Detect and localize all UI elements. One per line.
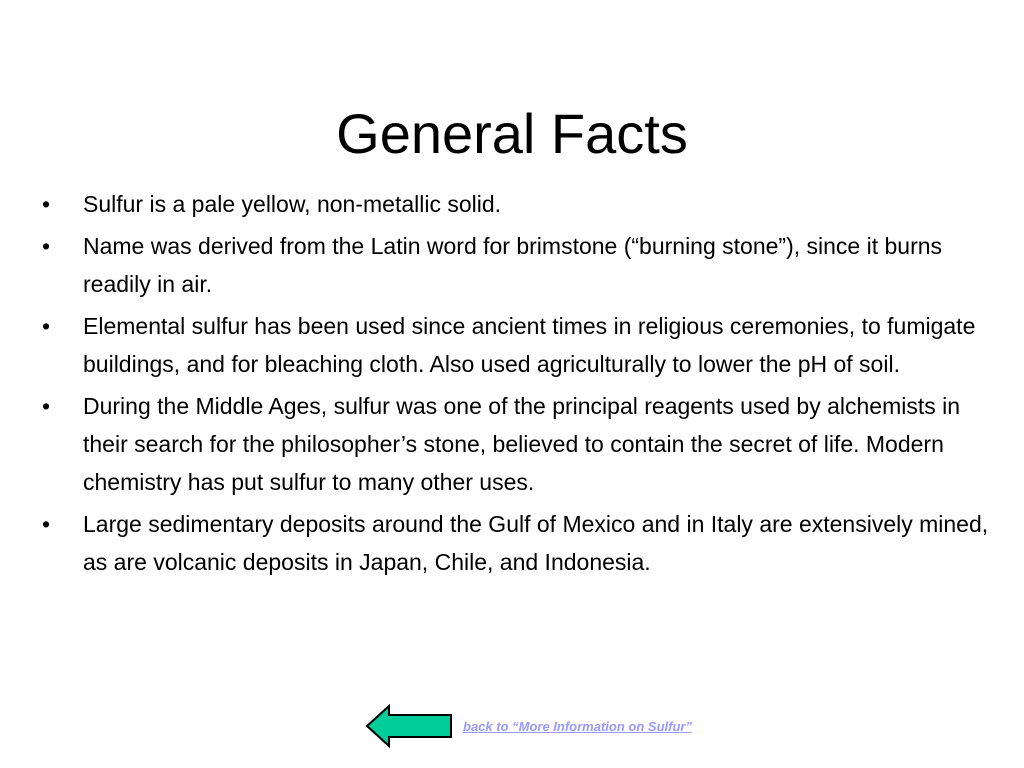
back-navigation	[365, 704, 692, 748]
bullet-text: During the Middle Ages, sulfur was one of the principal reagents used by alchemists in their search for the philosopher’s stone, believed to contain the secret of life. Modern chemistry has put sulfur to many other uses.	[83, 393, 961, 495]
back-link[interactable]: back to “More Information on Sulfur”	[463, 718, 692, 734]
left-arrow-icon[interactable]	[365, 704, 453, 748]
bullet-dot: •	[42, 191, 51, 217]
bullet-dot: •	[42, 511, 51, 537]
bullet-dot: •	[42, 393, 51, 419]
bullet-item	[40, 505, 990, 581]
bullet-dot: •	[42, 233, 51, 259]
bullet-list	[40, 185, 990, 585]
slide-title: General Facts	[336, 102, 688, 165]
bullet-item	[40, 307, 990, 383]
bullet-text: Elemental sulfur has been used since ancient times in religious ceremonies, to fumigate buildings, and for bleaching cloth. Also used agriculturally to lower the pH of soil.	[83, 313, 976, 377]
bullet-item	[40, 185, 990, 223]
bullet-item	[40, 387, 990, 501]
bullet-dot: •	[42, 313, 51, 339]
bullet-text: Name was derived from the Latin word for brimstone (“burning stone”), since it burns readily in air.	[83, 233, 943, 297]
bullet-item	[40, 227, 990, 303]
bullet-text: Sulfur is a pale yellow, non-metallic solid.	[83, 191, 502, 217]
arrow-shape	[367, 706, 451, 746]
bullet-text: Large sedimentary deposits around the Gulf of Mexico and in Italy are extensively mined, as are volcanic deposits in Japan, Chile, and Indonesia.	[83, 511, 989, 575]
